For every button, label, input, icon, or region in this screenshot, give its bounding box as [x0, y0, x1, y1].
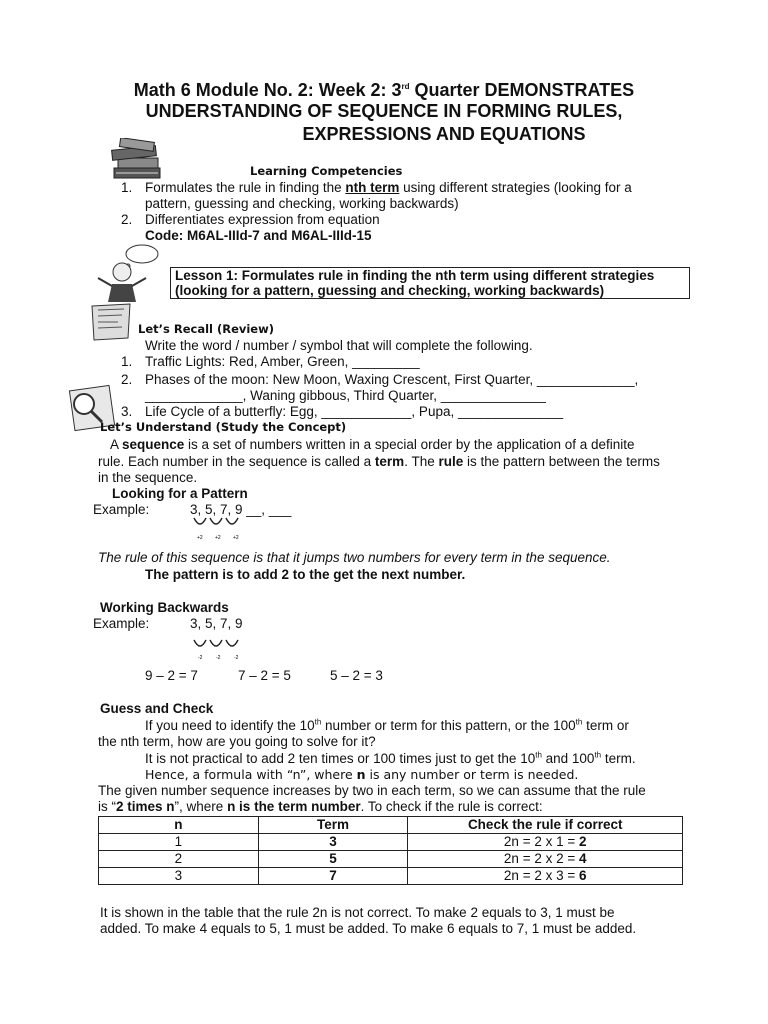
- page-title-line-2: UNDERSTANDING OF SEQUENCE IN FORMING RULES,: [145, 101, 623, 121]
- guess-paragraph-6: is “2 times n”, where n is the term number. To check if the rule is correct:: [98, 799, 543, 814]
- lesson-line-2: (looking for a pattern, guessing and checking, working backwards): [175, 283, 605, 298]
- cell-check: 2n = 2 x 1 = 2: [408, 834, 683, 851]
- understand-paragraph-1: A sequence is a set of numbers written in a special order by the application of a definite: [110, 437, 635, 452]
- backwards-arc-label: -2: [198, 655, 203, 661]
- pattern-arc: [194, 518, 206, 524]
- guess-paragraph-3: It is not practical to add 2 ten times or 100 times just to get the 10th and 100th term.: [145, 750, 636, 766]
- thinking-person-icon: [92, 244, 164, 304]
- backwards-equation: 9 – 2 = 7: [145, 668, 198, 683]
- backwards-arc-label: -2: [216, 655, 221, 661]
- page-title-line-3: EXPRESSIONS AND EQUATIONS: [302, 124, 586, 144]
- backwards-equation: 5 – 2 = 3: [330, 668, 383, 683]
- understand-paragraph-2: rule. Each number in the sequence is called a term. The rule is the pattern between the terms: [98, 454, 660, 469]
- conclusion-line-1: It is shown in the table that the rule 2n is not correct. To make 2 equals to 3, 1 must be: [100, 905, 615, 920]
- understand-paragraph-3: in the sequence.: [98, 470, 198, 485]
- backwards-arc-label: -2: [234, 655, 239, 661]
- pattern-example-label: Example:: [93, 502, 150, 517]
- backwards-sequence: 3, 5, 7, 9: [190, 616, 243, 631]
- backwards-arc: [226, 640, 238, 646]
- recall-item-1: Traffic Lights: Red, Amber, Green, _________: [145, 354, 420, 369]
- pattern-arc-label: +2: [197, 535, 203, 541]
- competency-item-1-cont: pattern, guessing and checking, working backwards): [145, 196, 459, 211]
- backwards-arc: [210, 640, 222, 646]
- pattern-arc-label: +2: [215, 535, 221, 541]
- recall-heading: Let’s Recall (Review): [138, 322, 274, 336]
- cell-term: 5: [258, 851, 408, 868]
- page-title-line-1: Math 6 Module No. 2: Week 2: 3rd Quarter DEMONSTRATES: [133, 80, 635, 100]
- books-icon: [108, 138, 168, 184]
- pattern-arc: [226, 518, 238, 524]
- lesson-box: [170, 267, 690, 299]
- backwards-arcs: [190, 638, 260, 664]
- competency-number: 2.: [121, 212, 133, 227]
- guess-heading: Guess and Check: [100, 701, 214, 716]
- recall-item-2-cont: _____________, Waning gibbous, Third Quarter, ______________: [145, 388, 546, 403]
- competency-item-2: Differentiates expression from equation: [145, 212, 380, 227]
- recall-number: 1.: [121, 354, 133, 369]
- table-header-row: [99, 817, 683, 834]
- competency-item-1: Formulates the rule in finding the nth term using different strategies (looking for a: [145, 180, 632, 195]
- cell-n: 3: [99, 868, 259, 885]
- table-row: [99, 851, 683, 868]
- backwards-example-label: Example:: [93, 616, 150, 631]
- pattern-arc-label: +2: [233, 535, 239, 541]
- cell-n: 2: [99, 851, 259, 868]
- pattern-arc: [210, 518, 222, 524]
- competencies-heading: Learning Competencies: [250, 164, 403, 178]
- pattern-arcs: [190, 516, 260, 542]
- pattern-sequence: 3, 5, 7, 9 __, ___: [190, 502, 292, 517]
- table-row: [99, 868, 683, 885]
- scroll-map-icon: [88, 302, 134, 342]
- cell-term: 3: [258, 834, 408, 851]
- recall-item-3: Life Cycle of a butterfly: Egg, ____________, Pupa, ______________: [145, 404, 564, 419]
- table-header-term: Term: [258, 817, 408, 834]
- recall-item-2: Phases of the moon: New Moon, Waxing Crescent, First Quarter, _____________,: [145, 372, 639, 387]
- backwards-heading: Working Backwards: [100, 600, 229, 615]
- cell-term: 7: [258, 868, 408, 885]
- recall-number: 2.: [121, 372, 133, 387]
- guess-paragraph-1: If you need to identify the 10th number or term for this pattern, or the 100th term or: [145, 717, 629, 733]
- pattern-heading: Looking for a Pattern: [112, 486, 248, 501]
- backwards-arc: [194, 640, 206, 646]
- rule-check-table: [98, 816, 683, 885]
- recall-instruction: Write the word / number / symbol that will complete the following.: [145, 338, 533, 353]
- understand-heading: Let’s Understand (Study the Concept): [100, 420, 347, 434]
- table-row: [99, 834, 683, 851]
- table-header-n: n: [99, 817, 259, 834]
- cell-check: 2n = 2 x 3 = 6: [408, 868, 683, 885]
- guess-paragraph-5: The given number sequence increases by two in each term, so we can assume that the rule: [98, 783, 646, 798]
- pattern-rule: The rule of this sequence is that it jumps two numbers for every term in the sequence.: [98, 550, 611, 565]
- cell-n: 1: [99, 834, 259, 851]
- backwards-equation: 7 – 2 = 5: [238, 668, 291, 683]
- competency-code: Code: M6AL-IIId-7 and M6AL-IIId-15: [145, 228, 372, 243]
- competency-number: 1.: [121, 180, 133, 195]
- guess-paragraph-2: the nth term, how are you going to solve for it?: [98, 734, 376, 749]
- recall-number: 3.: [121, 404, 133, 419]
- table-header-check: Check the rule if correct: [408, 817, 683, 834]
- cell-check: 2n = 2 x 2 = 4: [408, 851, 683, 868]
- pattern-rule-bold: The pattern is to add 2 to the get the next number.: [145, 567, 466, 582]
- lesson-line-1: Lesson 1: Formulates rule in finding the nth term using different strategies: [175, 268, 655, 283]
- conclusion-line-2: added. To make 4 equals to 5, 1 must be added. To make 6 equals to 7, 1 must be added.: [100, 921, 637, 936]
- guess-paragraph-4: Hence, a formula with “n”, where n is any number or term is needed.: [145, 767, 579, 782]
